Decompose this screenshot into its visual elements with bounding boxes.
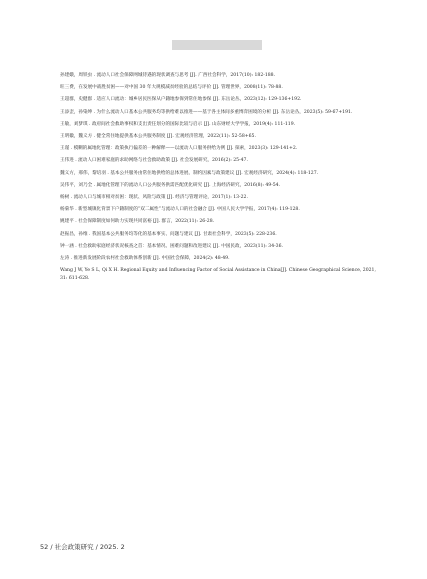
- reference-entry: Wang J W, Ye S L, Qi X H. Regional Equity and Influencing Factor of Social Assistance in China[J]. Chinese Geographical Science, 2021, 31: 611-628.: [60, 268, 376, 282]
- reference-entry: 左涛 . 推进新发展阶段农村社会救助体系创新 [J]. 中国社会保障，2024(2): 48-49.: [60, 256, 230, 262]
- reference-entry: 魏义方，邢伟，黎培羽 . 基本公共服务由常住地供给的总体进展、制约因素与政策建议 [J]. 宏观经济研究，2024(4): 118-127.: [60, 170, 319, 176]
- reference-entry: 孙建娥，周铁虫 . 流动人口社会保障网城待遇的现状调查与思考 [J]. 广西社会科学，2017(10): 182-188.: [60, 73, 276, 78]
- reference-entry: 王敏，刘梦琪 . 政府间社会救助事权和支出责任划分的国际比较与启示 [J]. 山东财经大学学报，2019(4): 111-119.: [60, 121, 296, 127]
- reference-entry: 钟一涵 . 社会救助家庭经济状况核查之首：基本情况、困难问题和改进建议 [J]. 中国民政，2023(11): 34-36.: [60, 243, 283, 249]
- reference-entry: 王伟进 . 流动人口困难家庭的求助网络与社会救助政策 [J]. 社会发展研究，2016(2): 25-47.: [60, 158, 248, 164]
- reference-list: [60, 72, 380, 284]
- reference-entry: 赵振昌，孙维 . 我国基本公共服务均等化的基本事实、问题与建议 [J]. 甘肃社会科学，2023(5): 228-236.: [60, 231, 277, 237]
- reference-entry: 杨菊华 . 新型城镇化背景下户籍制度的“双二属性”与流动人口的社会融合 [J]. 中国人民大学学报，2017(4): 119-128.: [60, 207, 300, 213]
- reference-entry: 王明徽，魏义方 . 健全常住地提供基本公共服务制度 [J]. 宏观经济管理，2022(11): 52-58+65.: [60, 134, 256, 140]
- reference-entry: 姚建平 . 社会保障制度如何助力实现共同富裕 [J]. 群言，2022(11): 26-28.: [60, 219, 215, 225]
- reference-entry: 杨树 . 流动人口与城市相对贫困：现状、风险与政策 [J]. 经济与管理评论，2017(1): 13-22.: [60, 195, 248, 201]
- reference-entry: 王谨 . 模糊的属地化管理：政策执行偏差的一种解释——以流动人口服务供给为例 [J]. 探索，2023(3): 129-141+2.: [60, 146, 298, 152]
- header-band: [172, 40, 262, 50]
- reference-entry: 旺三费，在发展中战胜贫困——对中国 30 年大规模减贫经验的总结与评价 [J]. 管理世界，2008(11): 78-88.: [60, 85, 283, 91]
- page-footer: 52 / 社会政策研究 / 2025. 2: [40, 543, 125, 551]
- reference-entry: 吴伟平，刘乃全 . 属地化管理下的流动人口公共服务供需匹配优化研究 [J]. 上海经济研究，2016(8): 49-54.: [60, 182, 281, 188]
- reference-entry: 王超群，史健群 . 适应人口流动：城乡居民医保从户籍地参保到常住地参保 [J]. 东岳论丛，2023(12): 129-136+192.: [60, 97, 302, 103]
- reference-entry: 王添歪，孙染坤 . 为什么流动人口基本公共服务均等供给难以推进——基于各主体间多重博弈困境的分析 [J]. 东岳论丛，2023(5): 59-67+191.: [60, 109, 353, 115]
